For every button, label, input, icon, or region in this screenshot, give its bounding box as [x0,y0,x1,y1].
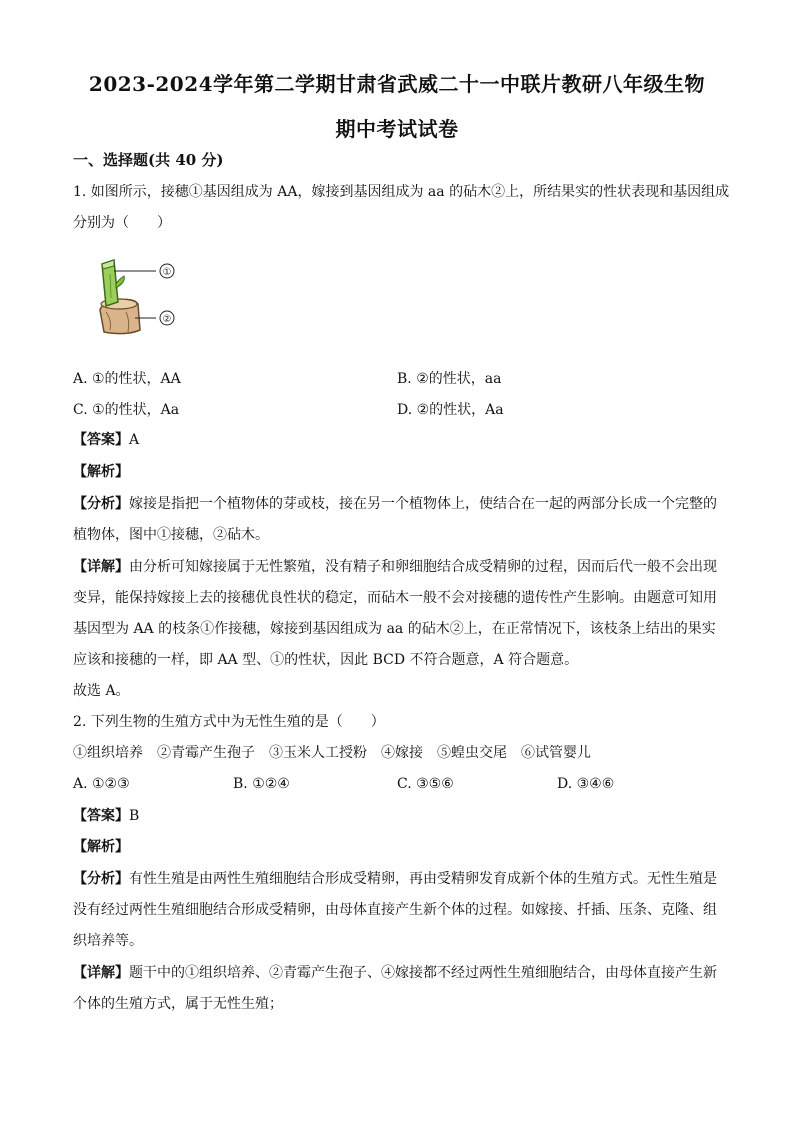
q1-xiangjie-line1 [73,557,723,577]
q2-xiangjie-line2: 个体的生殖方式，属于无性生殖； [73,996,283,1012]
answer-tag: 【答案】 [73,432,129,448]
q1-answer [73,430,723,450]
q2-fenxi-line2: 没有经过两性生殖细胞结合形成受精卵，由母体直接产生新个体的过程。如嫁接、扦插、压条、克隆、组 [73,902,717,918]
q1-option-a: A. ①的性状，AA [73,371,181,387]
answer-tag: 【答案】 [73,808,129,824]
answer-value: A [129,432,140,448]
q1-fenxi-line2: 植物体，图中①接穗，②砧木。 [73,527,269,543]
xiangjie-text: 由分析可知嫁接属于无性繁殖，没有精子和卵细胞结合成受精卵的过程，因而后代一般不会出现 [129,559,717,575]
section-heading: 一、选择题(共 40 分) [73,151,224,169]
xiangjie-text: 题干中的①组织培养、②青霉产生孢子、④嫁接都不经过两性生殖细胞结合，由母体直接产生新 [129,965,717,981]
diagram-label-stock: ② [162,314,172,325]
exam-title-line2: 期中考试试卷 [335,117,459,141]
q1-fenxi-line1 [73,494,723,514]
fenxi-tag: 【分析】 [73,496,129,512]
q1-option-b: B. ②的性状，aa [397,371,502,387]
q1-xiangjie-line4: 应该和接穗的一样，即 AA 型、①的性状，因此 BCD 不符合题意，A 符合题意。 [73,652,579,668]
q2-answer [73,806,723,826]
q2-option-a: A. ①②③ [73,776,130,792]
fenxi-tag: 【分析】 [73,871,129,887]
q1-stem-line2: 分别为（ ） [73,215,171,231]
q2-option-c: C. ③⑤⑥ [397,776,454,792]
grafting-diagram [90,254,190,336]
q2-stem: 2. 下列生物的生殖方式中为无性生殖的是（ ） [73,714,385,730]
q2-fenxi-line3: 织培养等。 [73,933,143,949]
q2-xiangjie-line1 [73,963,723,983]
xiangjie-tag: 【详解】 [73,559,129,575]
q1-analysis-tag: 【解析】 [73,464,129,480]
q1-xiangjie-line2: 变异，能保持嫁接上去的接穗优良性状的稳定，而砧木一般不会对接穗的遗传性产生影响。由题意可知用 [73,590,717,606]
q2-items: ①组织培养 ②青霉产生孢子 ③玉米人工授粉 ④嫁接 ⑤蝗虫交尾 ⑥试管婴儿 [73,745,591,761]
q1-option-d: D. ②的性状，Aa [397,402,504,418]
fenxi-text: 有性生殖是由两性生殖细胞结合形成受精卵，再由受精卵发育成新个体的生殖方式。无性生殖是 [129,871,717,887]
answer-value: B [129,808,140,824]
diagram-label-scion: ① [162,267,172,278]
q2-fenxi-line1 [73,869,723,889]
q2-option-b: B. ①②④ [233,776,290,792]
exam-title-line1: 2023-2024学年第二学期甘肃省武威二十一中联片教研八年级生物 [88,72,706,96]
q1-option-c: C. ①的性状，Aa [73,402,180,418]
fenxi-text: 嫁接是指把一个植物体的芽或枝，接在另一个植物体上，使结合在一起的两部分长成一个完整的 [129,496,717,512]
q1-stem-line1: 1. 如图所示，接穗①基因组成为 AA，嫁接到基因组成为 aa 的砧木②上，所结果实的性状表现和基因组成 [73,184,730,200]
q2-option-d: D. ③④⑥ [557,776,615,792]
q1-conclusion: 故选 A。 [73,683,130,699]
q1-xiangjie-line3: 基因型为 AA 的枝条①作接穗，嫁接到基因组成为 aa 的砧木②上，在正常情况下，该枝条上结出的果实 [73,621,716,637]
xiangjie-tag: 【详解】 [73,965,129,981]
q2-analysis-tag: 【解析】 [73,839,129,855]
